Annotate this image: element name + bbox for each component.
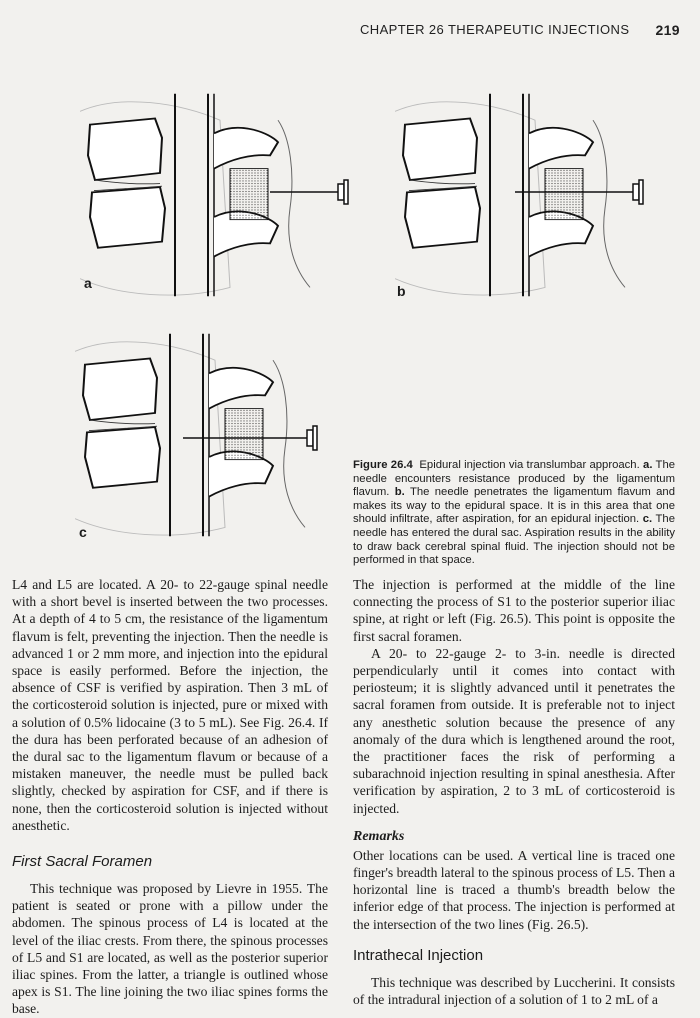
panel-label-a: a	[84, 275, 92, 291]
right-column	[353, 576, 675, 1008]
chapter-title: CHAPTER 26 THERAPEUTIC INJECTIONS	[360, 22, 630, 37]
caption-a-label: a.	[643, 459, 653, 471]
caption-text: Epidural injection via translumbar approach.	[419, 459, 640, 471]
figure-panel-c	[75, 320, 355, 550]
body-paragraph: Other locations can be used. A vertical line is traced one finger's breadth lateral to the spinous process of L5. Then a horizontal line is traced a thumb's breadth below the inferior edge of that process. The injection is performed at the intersection of the two lines (Fig. 26.5).	[353, 847, 675, 932]
body-paragraph: This technique was described by Luccherini. It consists of the intradural injection of a solution of 1 to 2 mL of a	[353, 974, 675, 1008]
figure-caption	[353, 459, 675, 568]
caption-b-label: b.	[394, 486, 405, 499]
remarks-heading: Remarks	[353, 828, 405, 844]
body-paragraph: This technique was proposed by Lievre in 1955. The patient is seated or prone with a pillow under the abdomen. The spinous process of L4 is located at the level of the iliac crests. From there, the spinous processes of L5 and S1 are located, as well as the posterior superior iliac spines. From the latter, a triangle is outlined whose apex is S1. The line joining the two iliac spines forms the base.	[12, 881, 328, 1017]
figure-panel-a	[80, 80, 360, 310]
caption-c-label: c.	[642, 513, 653, 526]
body-paragraph: L4 and L5 are located. A 20- to 22-gauge spinal needle with a short bevel is inserted between the two processes. At a depth of 4 to 5 cm, the resistance of the ligamentum flavum is felt, preventing the injection. Then the needle is advanced 1 or 2 mm more, and injection into the epidural space is easily performed. Before the injection, the absence of CSF is verified by aspiration. Then 3 mL of the corticosteroid solution is injected, pure or mixed with a solution of 0.5% lidocaine (3 to 5 mL). See Fig. 26.4. If the dura has been perforated because of an adhesion of the dural sac to the ligamentum flavum or because of a mistaken maneuver, the needle must be pulled back slightly, checked by aspiration for CSF, and if there is none, then the corticosteroid solution is injected without anesthetic.	[12, 577, 328, 833]
caption-c-text: The needle has entered the dural sac. Aspiration results in the ability to draw back cerebral spinal fluid. The injection should not be performed in that space.	[353, 513, 675, 567]
body-paragraph: A 20- to 22-gauge 2- to 3-in. needle is directed perpendicularly until it comes into contact with periosteum; it is slightly advanced until it penetrates the sacral foramen from outside. It is preferable not to inject any anesthetic solution because the presence of any anomaly of the dura which is lengthened around the root, the practitioner faces the risk of performing a subarachnoid injection resulting in spinal anesthesia. After verification by aspiration, 2 to 3 mL of corticosteroid is injected.	[353, 645, 675, 816]
running-header	[360, 22, 680, 42]
panel-label-b: b	[397, 283, 406, 299]
page-number: 219	[655, 22, 680, 38]
caption-b-text: The needle penetrates the ligamentum flavum and makes its way to the epidural space. It is in this area that one should infiltrate, after aspiration, for an epidural injection.	[353, 486, 675, 526]
section-heading-first-sacral-foramen: First Sacral Foramen	[12, 853, 153, 871]
caption-a-text: The needle encounters resistance produced by the ligamentum flavum.	[353, 459, 676, 499]
caption-label: Figure 26.4	[353, 459, 413, 471]
body-paragraph: The injection is performed at the middle of the line connecting the process of S1 to the posterior superior iliac spine, at right or left (Fig. 26.5). This point is opposite the first sacral foramen.	[353, 577, 675, 644]
figure-panel-b	[395, 80, 675, 310]
left-column	[12, 576, 328, 1018]
section-heading-intrathecal-injection: Intrathecal Injection	[353, 946, 484, 964]
panel-label-c: c	[79, 524, 87, 540]
